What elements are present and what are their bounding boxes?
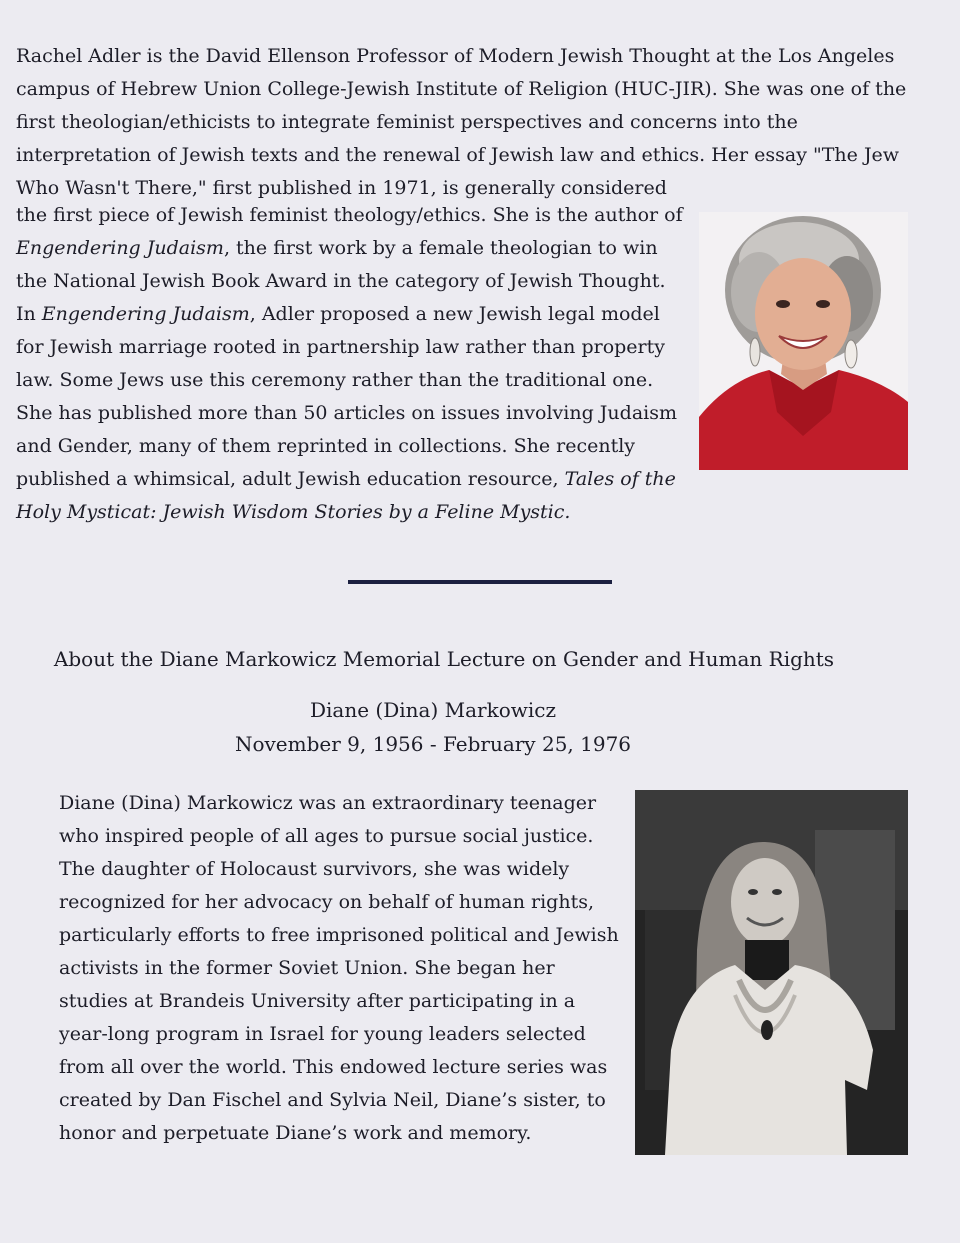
bio-text-part-1: the first piece of Jewish feminist theology/ethics. She is the author of bbox=[16, 204, 683, 226]
memorial-description: Diane (Dina) Markowicz was an extraordinary teenager who inspired people of all ages to pursue social justice. The daughter of Holocaust survivors, she was widely recognized for her advocacy on behalf of human rights, particularly efforts to free imprisoned political and Jewish activists in the former Soviet Union. She began her studies at Brandeis University after participating in a year-long program in Israel for young leaders selected from all over the world. This endowed lecture series was created by Dan Fischel and Sylvia Neil, Diane’s sister, to honor and perpetuate Diane’s work and memory. bbox=[59, 792, 619, 1144]
memorial-dates: November 9, 1956 - February 25, 1976 bbox=[234, 732, 632, 756]
book-title-repeat: Engendering Judaism bbox=[41, 303, 250, 325]
bio-line-before-photo: Who Wasn't There," first published in 1971, is generally considered bbox=[16, 177, 667, 199]
bio-text-part-2: , the first work by a female theologian to win the National Jewish Book Award in the category of Jewish Thought. In bbox=[16, 237, 666, 325]
resource-title: Tales of the Holy Mysticat: Jewish Wisdom Stories by a Feline Mystic. bbox=[16, 468, 676, 523]
rachel-adler-portrait bbox=[699, 212, 908, 470]
bio-narrow-paragraph bbox=[16, 199, 686, 529]
diane-markowicz-photo bbox=[635, 790, 908, 1155]
book-title: Engendering Judaism bbox=[16, 237, 224, 259]
bio-wide-paragraph bbox=[16, 40, 916, 205]
bio-text-part-3: , Adler proposed a new Jewish legal model for Jewish marriage rooted in partnership law rather than property law. Some Jews use this ceremony rather than the traditional one. She has published more than 50 articles on issues involving Judaism and Gender, many of them reprinted in collections. She recently published a whimsical, adult Jewish education resource, bbox=[16, 303, 677, 490]
bio-wide-text: Rachel Adler is the David Ellenson Professor of Modern Jewish Thought at the Los Angeles campus of Hebrew Union College-Jewish Institute of Religion (HUC-JIR). She was one of the first theologian/ethicists to integrate feminist perspectives and concerns into the interpretation of Jewish texts and the renewal of Jewish law and ethics. Her essay "The Jew bbox=[16, 45, 907, 166]
memorial-name: Diane (Dina) Markowicz bbox=[309, 698, 556, 722]
bio-narrow-text bbox=[16, 199, 686, 529]
section-divider bbox=[348, 580, 612, 584]
memorial-section-title: About the Diane Markowicz Memorial Lecture on Gender and Human Rights bbox=[53, 647, 835, 671]
